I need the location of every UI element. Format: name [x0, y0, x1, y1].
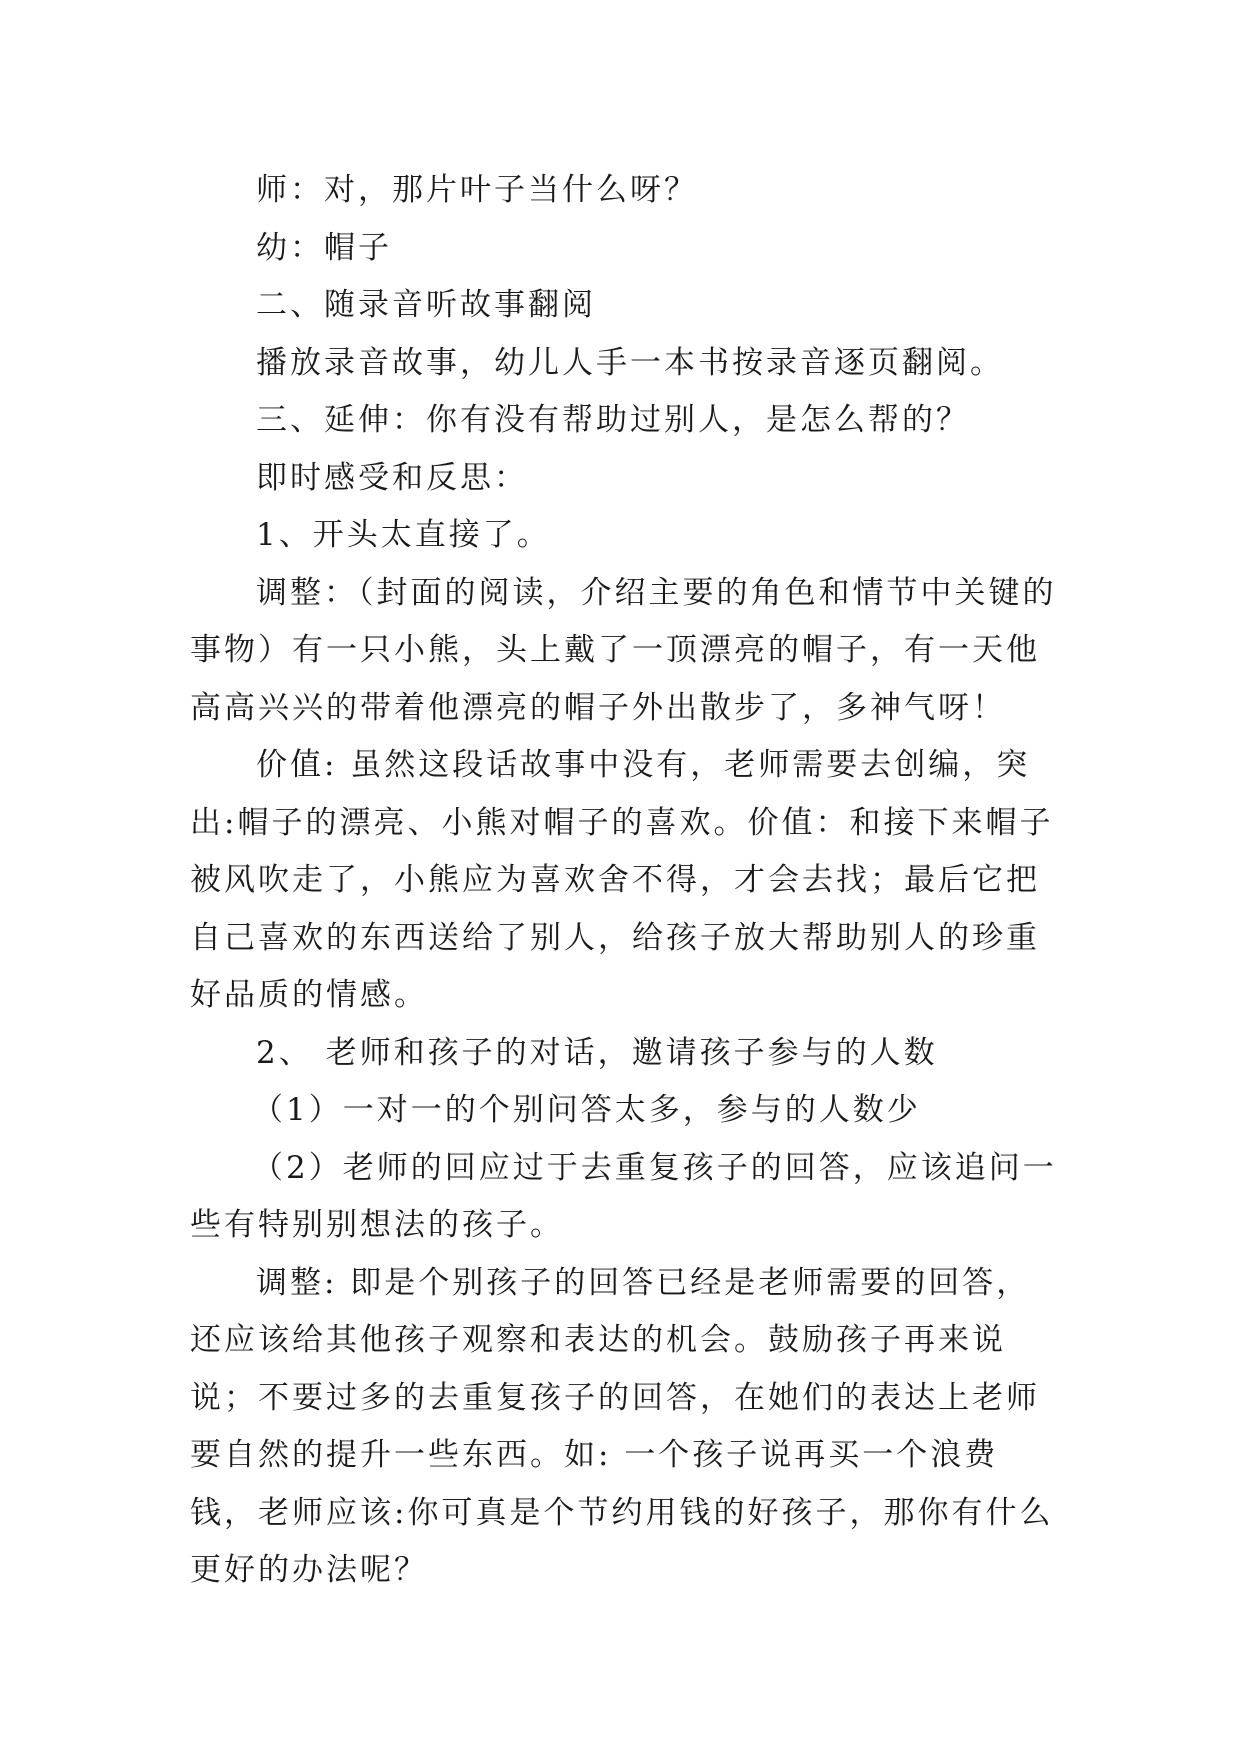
paragraph-10: 2、 老师和孩子的对话，邀请孩子参与的人数	[256, 1034, 938, 1071]
paragraph-9: 价值: 虽然这段话故事中没有，老师需要去创编，突出:帽子的漂亮、小熊对帽子的喜欢。价值：和接下来帽子被风吹走了，小熊应为喜欢舍不得，才会去找；最后它把自己喜欢的东西送给了别人，给孩子放大帮助别人的珍重好品质的情感。	[190, 747, 1054, 1013]
paragraph-4: 播放录音故事，幼儿人手一本书按录音逐页翻阅。	[256, 344, 1004, 381]
paragraph-6: 即时感受和反思：	[256, 459, 528, 496]
paragraph-2: 幼：帽子	[256, 229, 392, 266]
paragraph-12: （2）老师的回应过于去重复孩子的回答，应该追问一些有特别别想法的孩子。	[190, 1149, 1057, 1243]
paragraph-11: （1）一对一的个别问答太多，参与的人数少	[252, 1092, 921, 1128]
paragraph-7: 1、开头太直接了。	[256, 517, 551, 553]
paragraph-5: 三、延伸：你有没有帮助过别人，是怎么帮的？	[256, 402, 970, 438]
paragraph-8: 调整：（封面的阅读，介绍主要的角色和情节中关键的事物）有一只小熊，头上戴了一顶漂亮的帽子，有一天他高高兴兴的带着他漂亮的帽子外出散步了，多神气呀！	[190, 574, 1057, 726]
paragraph-1: 师：对，那片叶子当什么呀？	[256, 172, 698, 208]
paragraph-3: 二、随录音听故事翻阅	[256, 287, 596, 323]
paragraph-13: 调整: 即是个别孩子的回答已经是老师需要的回答，还应该给其他孩子观察和表达的机会。鼓励孩子再来说说；不要过多的去重复孩子的回答，在她们的表达上老师要自然的提升一些东西。如: 一个孩子说再买一个浪费钱，老师应该:你可真是个节约用钱的好孩子，那你有什么更好的办法呢？	[190, 1264, 1054, 1588]
document-body	[190, 162, 1060, 1600]
